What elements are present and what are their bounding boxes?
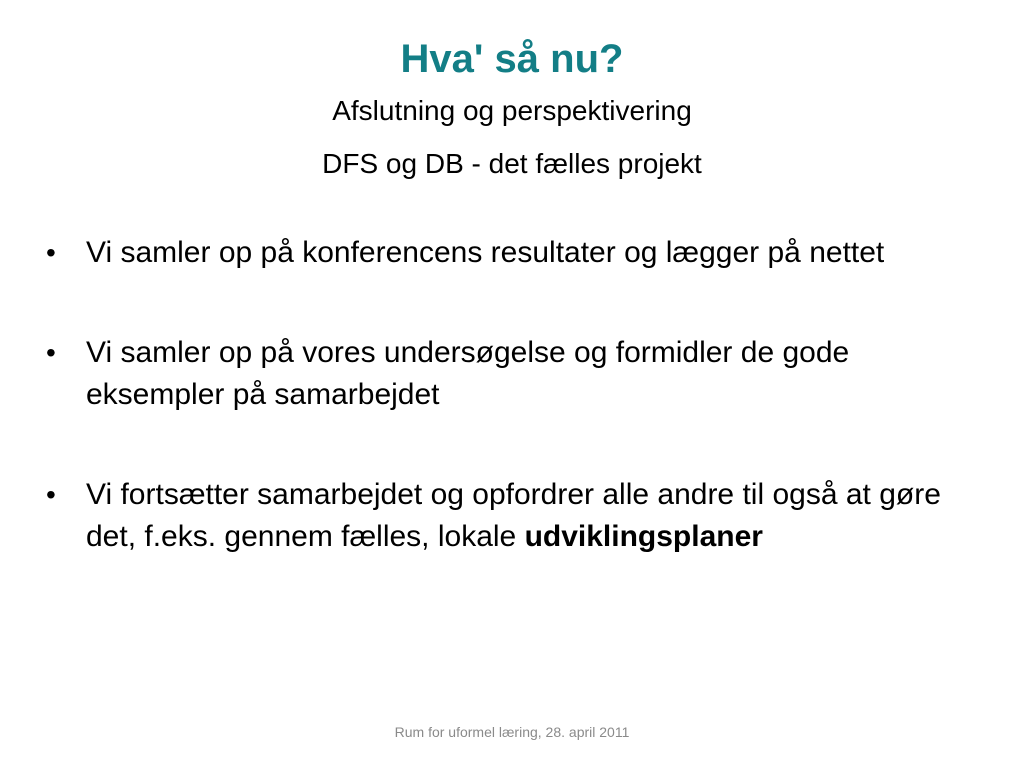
bullet-text-3: Vi fortsætter samarbejdet og opfordrer alle andre til også at gøre det, f.eks. gennem fælles, lokale: [86, 478, 941, 553]
bullet-item-2: [44, 332, 984, 416]
bullet-item-1: [44, 232, 984, 274]
bullet-dot-icon: •: [46, 337, 56, 368]
bullet-dot-icon: •: [46, 237, 56, 268]
bullet-list: [44, 232, 984, 558]
slide-title: Hva' så nu?: [400, 37, 624, 81]
bullet-emphasis-text: udviklingsplaner: [524, 520, 763, 553]
bullet-text-2: Vi samler op på vores undersøgelse og formidler de gode eksempler på samarbejdet: [86, 336, 850, 411]
bullet-dot-icon: •: [46, 479, 56, 510]
title-block: [0, 30, 1024, 187]
bullet-text-1: Vi samler op på konferencens resultater og lægger på nettet: [86, 236, 885, 269]
slide-subtitle-1: Afslutning og perspektivering: [332, 95, 692, 126]
bullet-item-3: [44, 474, 984, 558]
slide-footer: Rum for uformel læring, 28. april 2011: [394, 724, 630, 740]
slide-subtitle-2: DFS og DB - det fælles projekt: [322, 148, 702, 179]
